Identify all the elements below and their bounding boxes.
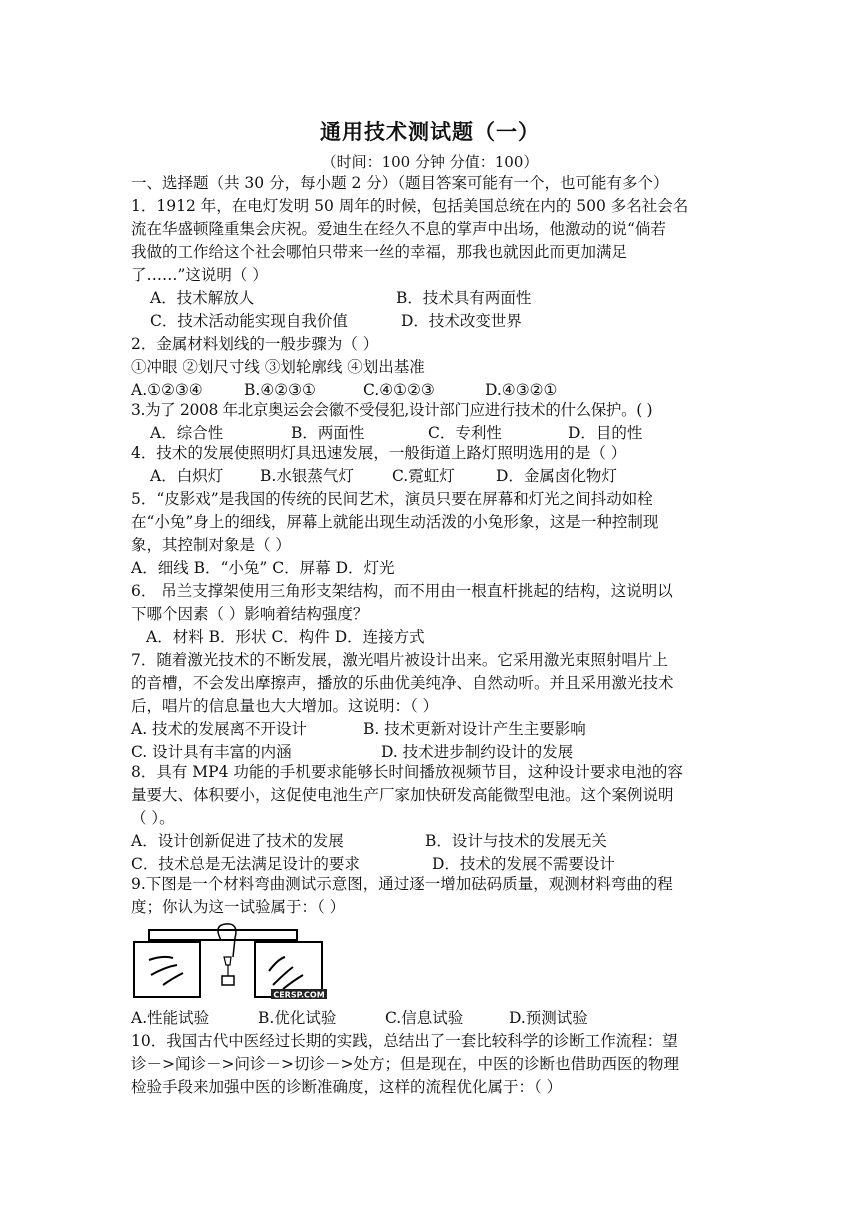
q2-line-1: 2．金属材料划线的一般步骤为（ ）	[131, 335, 379, 353]
material-beam	[149, 930, 297, 940]
q8-option-b: B．设计与技术的发展无关	[425, 832, 607, 850]
q7-option-c: C. 设计具有丰富的内涵	[131, 743, 292, 761]
watermark-text: CERSP.COM	[273, 990, 325, 1000]
q2-option-c: C.④①②③	[363, 381, 435, 399]
q8-option-c: C．技术总是无法满足设计的要求	[131, 855, 360, 873]
exam-time-score: （时间：100 分钟 分值：100）	[321, 153, 539, 171]
q2-line-2: ①冲眼 ②划尺寸线 ③划轮廓线 ④划出基准	[131, 358, 425, 376]
q2-option-b: B.④②③①	[244, 381, 316, 399]
q9-option-a: A.性能试验	[131, 1009, 210, 1027]
q7-line-2: 的音槽，不会发出摩擦声，播放的乐曲优美纯净、自然动听。并且采用激光技术	[131, 674, 674, 692]
q4-option-d: D．金属卤化物灯	[496, 467, 617, 485]
q8-line-3: （ ）。	[131, 809, 175, 827]
q3-option-b: B．两面性	[291, 424, 365, 442]
q1-option-c: C．技术活动能实现自我价值	[150, 312, 348, 330]
q10-line-2: 诊－>闻诊－>问诊－>切诊－>处方；但是现在，中医的诊断也借助西医的物理	[131, 1055, 679, 1073]
q10-line-3: 检验手段来加强中医的诊断准确度，这样的流程优化属于：（ ）	[131, 1078, 563, 1096]
q7-line-3: 后，唱片的信息量也大大增加。这说明：（ ）	[131, 697, 439, 715]
page-title: 通用技术测试题（一）	[320, 119, 540, 144]
q9-option-b: B.优化试验	[258, 1009, 337, 1027]
q1-option-b: B．技术具有两面性	[396, 289, 532, 307]
q9-option-c: C.信息试验	[385, 1009, 464, 1027]
q3-option-a: A．综合性	[150, 424, 224, 442]
bending-test-figure	[133, 923, 333, 1003]
q2-option-a: A.①②③④	[131, 381, 203, 399]
q4-line-1: 4．技术的发展使照明灯具迅速发展，一般街道上路灯照明选用的是（ ）	[131, 444, 627, 462]
left-support-block	[134, 942, 200, 997]
q5-line-3: 象，其控制对象是（ ）	[131, 536, 291, 554]
weight-block	[222, 976, 234, 985]
q7-line-1: 7．随着激光技术的不断发展，激光唱片被设计出来。它采用激光束照射唱片上	[131, 651, 668, 669]
q6-line-1: 6． 吊兰支撑架使用三角形支架结构，而不用由一根直杆挑起的结构，这说明以	[131, 582, 673, 600]
q9-line-1: 9.下图是一个材料弯曲测试示意图，通过逐一增加砝码质量，观测材料弯曲的程	[131, 875, 673, 893]
q4-option-c: C.霓虹灯	[392, 467, 455, 485]
q6-line-2: 下哪个因素（ ）影响着结构强度？	[131, 605, 369, 623]
q10-line-1: 10．我国古代中医经过长期的实践，总结出了一套比较科学的诊断工作流程：望	[131, 1032, 678, 1050]
q1-line-4: 了……”这说明（ ）	[131, 266, 268, 284]
q7-option-b: B. 技术更新对设计产生主要影响	[363, 720, 586, 738]
q5-options: A．细线 B．“小兔” C．屏幕 D．灯光	[131, 559, 395, 577]
q7-option-a: A. 技术的发展离不开设计	[131, 720, 308, 738]
q7-option-d: D. 技术进步制约设计的发展	[381, 743, 574, 761]
q3-line-1: 3.为了 2008 年北京奥运会会徽不受侵犯,设计部门应进行技术的什么保护。( )	[131, 401, 653, 419]
q8-line-1: 8．具有 MP4 功能的手机要求能够长时间播放视频节目，这种设计要求电池的容	[131, 763, 683, 781]
q1-line-1: 1．1912 年，在电灯发明 50 周年的时候，包括美国总统在内的 500 多名社会名	[131, 197, 689, 215]
section-heading: 一、选择题（共 30 分，每小题 2 分）（题目答案可能有一个，也可能有多个）	[131, 174, 669, 192]
q1-option-d: D．技术改变世界	[401, 312, 522, 330]
q6-options: A．材料 B．形状 C．构件 D．连接方式	[146, 628, 425, 646]
q8-option-a: A．设计创新促进了技术的发展	[131, 832, 344, 850]
q4-option-b: B.水银蒸气灯	[260, 467, 354, 485]
q9-option-d: D.预测试验	[509, 1009, 588, 1027]
q2-option-d: D.④③②①	[485, 381, 558, 399]
q3-option-c: C．专利性	[428, 424, 502, 442]
q1-line-2: 流在华盛顿隆重集会庆祝。爱迪生在经久不息的掌声中出场，他激动的说“倘若	[131, 220, 666, 238]
q3-option-d: D．目的性	[568, 424, 643, 442]
q1-line-3: 我做的工作给这个社会哪怕只带来一丝的幸福，那我也就因此而更加满足	[131, 243, 628, 261]
weight-hook	[224, 957, 231, 965]
q8-option-d: D．技术的发展不需要设计	[432, 855, 615, 873]
q1-option-a: A．技术解放人	[150, 289, 255, 307]
q4-option-a: A．白炽灯	[150, 467, 224, 485]
q9-line-2: 度；你认为这一试验属于：（ ）	[131, 898, 346, 916]
q5-line-1: 5．“皮影戏”是我国的传统的民间艺术，演员只要在屏幕和灯光之间抖动如栓	[131, 490, 653, 508]
q8-line-2: 量要大、体积要小，这促使电池生产厂家加快研发高能微型电池。这个案例说明	[131, 786, 674, 804]
q5-line-2: 在“小兔”身上的细线，屏幕上就能出现生动活泼的小兔形象，这是一种控制现	[131, 513, 659, 531]
